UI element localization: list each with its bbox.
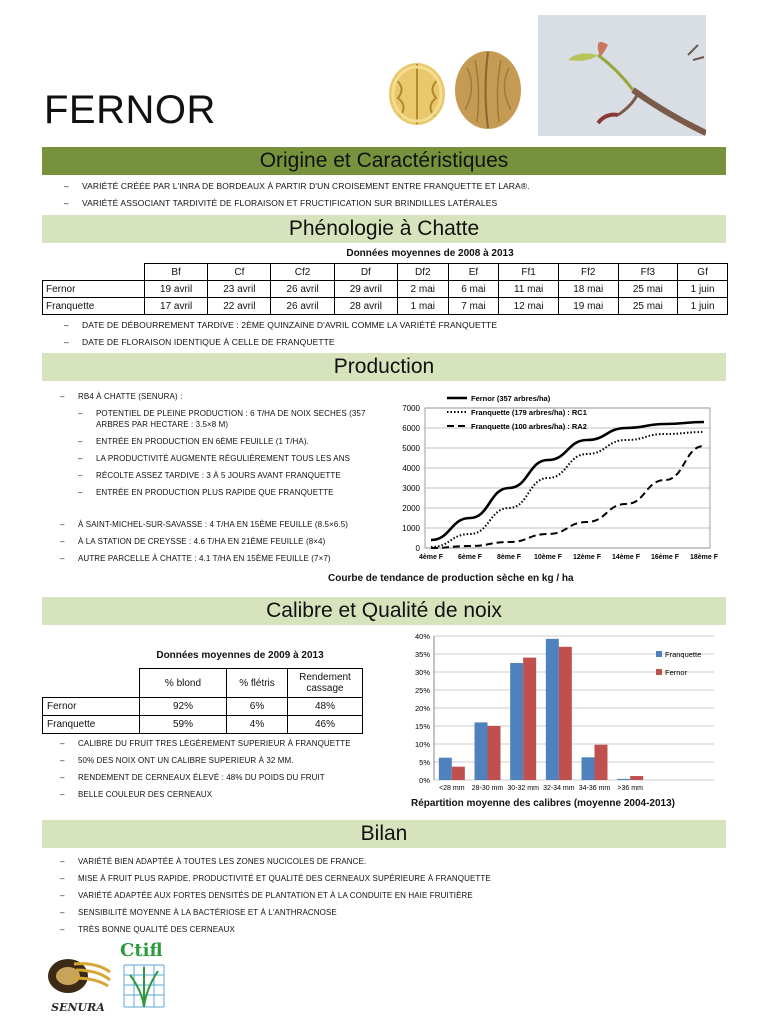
- legend-label: Fernor (357 arbres/ha): [471, 394, 551, 403]
- y-tick-label: 6000: [402, 424, 420, 433]
- bilan-bullet: – MISE À FRUIT PLUS RAPIDE. PRODUCTIVITÉ ET QUALITÉ DES CERNEAUX SUPÉRIEURE À FRANQUETTE: [60, 873, 720, 884]
- table-cell: 17 avril: [145, 298, 208, 315]
- table-cell: 48%: [288, 698, 363, 716]
- senura-logo: [44, 952, 112, 1012]
- row-label: Franquette: [43, 298, 145, 315]
- y-tick-label: 35%: [414, 650, 430, 659]
- bar: [546, 639, 559, 780]
- calibre-bar-chart: [396, 628, 726, 798]
- table-cell: 1 mai: [397, 298, 448, 315]
- table-cell: 11 mai: [499, 281, 559, 298]
- table-header-cell: Ff2: [558, 264, 618, 281]
- senura-logo-text: SENURA: [51, 1001, 105, 1014]
- table-row: [43, 716, 363, 734]
- x-tick-label: 30-32 mm: [507, 785, 539, 792]
- calibre-subtitle: Données moyennes de 2009 à 2013: [156, 650, 324, 661]
- ctifl-grid-icon: [120, 961, 168, 1009]
- origine-bullet: – VARIÉTÉ CRÉÉE PAR L'INRA DE BORDEAUX À PARTIR D'UN CROISEMENT ENTRE FRANQUETTE ET LARA®.: [64, 181, 724, 192]
- budbreak-branch-image: [538, 15, 706, 136]
- y-tick-label: 15%: [414, 722, 430, 731]
- bar: [559, 647, 572, 780]
- page-title: FERNOR: [44, 88, 216, 132]
- x-tick-label: 12ème F: [572, 554, 602, 561]
- production-other-list: [60, 519, 390, 570]
- table-header-cell: Ff1: [499, 264, 559, 281]
- table-header-cell: Cf: [208, 264, 271, 281]
- production-sub-bullet: – ENTRÉE EN PRODUCTION EN 6ÈME FEUILLE (1 T/HA).: [60, 436, 390, 447]
- production-sub-bullet: – POTENTIEL DE PLEINE PRODUCTION : 6 T/HA DE NOIX SECHES (357 ARBRES PAR HECTARE : 3.5×8 M): [60, 408, 390, 430]
- legend-swatch: [656, 651, 662, 657]
- bilan-bullet: – SENSIBILITÉ MOYENNE À LA BACTÉRIOSE ET À L'ANTHRACNOSE: [60, 907, 720, 918]
- table-cell: 1 juin: [678, 298, 728, 315]
- y-tick-label: 5%: [419, 758, 430, 767]
- table-cell: 12 mai: [499, 298, 559, 315]
- table-row: [43, 698, 363, 716]
- ctifl-logo-text: Ctifl: [120, 940, 163, 961]
- table-header-cell: Df: [334, 264, 397, 281]
- table-cell: 92%: [140, 698, 227, 716]
- walnut-shell-image: [453, 48, 523, 132]
- row-label: Fernor: [43, 698, 140, 716]
- production-bullet: – À SAINT-MICHEL-SUR-SAVASSE : 4 T/HA EN 15ÈME FEUILLE (8.5×6.5): [60, 519, 390, 530]
- senura-walnut-icon: [44, 952, 112, 996]
- bilan-bullet: – VARIÉTÉ ADAPTÉE AUX FORTES DENSITÉS DE PLANTATION ET À LA CONDUITE EN HAIE FRUITIÈRE: [60, 890, 720, 901]
- legend-label: Franquette (179 arbres/ha) : RC1: [471, 408, 587, 417]
- origine-list: [64, 181, 724, 215]
- table-header-cell: % blond: [140, 669, 227, 698]
- table-cell: 2 mai: [397, 281, 448, 298]
- bilan-bullet: – VARIÉTÉ BIEN ADAPTÉE À TOUTES LES ZONES NUCICOLES DE FRANCE.: [60, 856, 720, 867]
- bar: [510, 663, 523, 780]
- legend-swatch: [656, 669, 662, 675]
- x-tick-label: 32-34 mm: [543, 785, 575, 792]
- pheno-bullet: – DATE DE DÉBOURREMENT TARDIVE : 2ÈME QUINZAINE D'AVRIL COMME LA VARIÉTÉ FRANQUETTE: [64, 320, 724, 331]
- legend-label: Franquette (100 arbres/ha) : RA2: [471, 422, 587, 431]
- pheno-subtitle: Données moyennes de 2008 à 2013: [346, 248, 514, 259]
- production-bullet: – AUTRE PARCELLE À CHATTE : 4.1 T/HA EN 15ÈME FEUILLE (7×7): [60, 553, 390, 564]
- table-cell: 1 juin: [678, 281, 728, 298]
- x-tick-label: 4ème F: [418, 554, 444, 561]
- y-tick-label: 4000: [402, 464, 420, 473]
- table-cell: 6 mai: [448, 281, 499, 298]
- x-tick-label: 16ème F: [650, 554, 680, 561]
- table-header-cell: Ff3: [618, 264, 678, 281]
- y-tick-label: 7000: [402, 404, 420, 413]
- y-tick-label: 0: [415, 544, 420, 553]
- table-header-cell: Ef: [448, 264, 499, 281]
- line-chart-title: Courbe de tendance de production sèche en kg / ha: [328, 573, 574, 584]
- calibre-bullet: – 50% DES NOIX ONT UN CALIBRE SUPERIEUR À 32 MM.: [60, 755, 400, 766]
- table-cell: 18 mai: [558, 281, 618, 298]
- table-header-cell: Gf: [678, 264, 728, 281]
- section-origine-header: Origine et Caractéristiques: [42, 147, 726, 175]
- x-tick-label: 34-36 mm: [578, 785, 611, 792]
- section-bilan-header: Bilan: [42, 820, 726, 848]
- ctifl-logo: [120, 940, 172, 1012]
- table-row: [43, 298, 728, 315]
- bar: [439, 758, 452, 780]
- bar: [452, 767, 465, 780]
- y-tick-label: 0%: [419, 776, 430, 785]
- x-tick-label: 10ème F: [533, 554, 563, 561]
- calibre-bullet: – RENDEMENT DE CERNEAUX ÉLEVÉ : 48% DU POIDS DU FRUIT: [60, 772, 400, 783]
- bilan-list: [60, 856, 720, 941]
- table-cell: 19 mai: [558, 298, 618, 315]
- table-header-cell: Cf2: [271, 264, 334, 281]
- y-tick-label: 25%: [414, 686, 430, 695]
- y-tick-label: 5000: [402, 444, 420, 453]
- x-tick-label: 8ème F: [496, 554, 522, 561]
- x-tick-label: <28 mm: [439, 785, 465, 792]
- table-header-row: [43, 264, 728, 281]
- y-tick-label: 30%: [414, 668, 430, 677]
- section-production-header: Production: [42, 353, 726, 381]
- table-cell: 19 avril: [145, 281, 208, 298]
- calibre-table: [42, 668, 363, 734]
- table-row: [43, 281, 728, 298]
- production-list: [60, 391, 390, 504]
- production-sub-bullet: – ENTRÉE EN PRODUCTION PLUS RAPIDE QUE FRANQUETTE: [60, 487, 390, 498]
- bar: [475, 722, 488, 780]
- calibre-bullet: – CALIBRE DU FRUIT TRES LÉGÈREMENT SUPERIEUR À FRANQUETTE: [60, 738, 400, 749]
- table-cell: 28 avril: [334, 298, 397, 315]
- table-cell: 7 mai: [448, 298, 499, 315]
- production-line-chart: [385, 388, 725, 568]
- table-cell: 46%: [288, 716, 363, 734]
- y-tick-label: 40%: [414, 632, 430, 641]
- calibre-list: [60, 738, 400, 806]
- table-header-cell: Bf: [145, 264, 208, 281]
- x-tick-label: 28-30 mm: [471, 785, 504, 792]
- table-cell: 22 avril: [208, 298, 271, 315]
- bar-chart-title: Répartition moyenne des calibres (moyenne 2004-2013): [411, 798, 675, 809]
- table-header-cell: % flétris: [227, 669, 288, 698]
- bar: [488, 726, 501, 780]
- table-cell: 25 mai: [618, 281, 678, 298]
- legend-label: Fernor: [665, 668, 688, 677]
- table-cell: 26 avril: [271, 298, 334, 315]
- phenology-table: [42, 263, 728, 315]
- pheno-list: [64, 320, 724, 354]
- row-label: Fernor: [43, 281, 145, 298]
- bar: [523, 658, 536, 780]
- bar: [582, 757, 595, 780]
- table-cell: 6%: [227, 698, 288, 716]
- table-header-cell: Rendement cassage: [288, 669, 363, 698]
- table-header-cell: Df2: [397, 264, 448, 281]
- x-tick-label: 18ème F: [689, 554, 719, 561]
- table-cell: 23 avril: [208, 281, 271, 298]
- bilan-bullet: – TRÈS BONNE QUALITÉ DES CERNEAUX: [60, 924, 720, 935]
- origine-bullet: – VARIÉTÉ ASSOCIANT TARDIVITÉ DE FLORAISON ET FRUCTIFICATION SUR BRINDILLES LATÉRALES: [64, 198, 724, 209]
- y-tick-label: 10%: [414, 740, 430, 749]
- y-tick-label: 1000: [402, 524, 420, 533]
- pheno-bullet: – DATE DE FLORAISON IDENTIQUE À CELLE DE FRANQUETTE: [64, 337, 724, 348]
- production-bullet: – RB4 À CHATTE (SENURA) :: [60, 391, 390, 402]
- row-label: Franquette: [43, 716, 140, 734]
- bar: [595, 745, 608, 780]
- x-tick-label: >36 mm: [617, 785, 643, 792]
- table-cell: 26 avril: [271, 281, 334, 298]
- y-tick-label: 20%: [414, 704, 430, 713]
- table-header-row: [43, 669, 363, 698]
- table-cell: 25 mai: [618, 298, 678, 315]
- x-tick-label: 14ème F: [611, 554, 641, 561]
- legend-label: Franquette: [665, 650, 702, 659]
- y-tick-label: 3000: [402, 484, 420, 493]
- table-cell: 4%: [227, 716, 288, 734]
- production-bullet: – À LA STATION DE CREYSSE : 4.6 T/HA EN 21ÈME FEUILLE (8×4): [60, 536, 390, 547]
- x-tick-label: 6ème F: [457, 554, 483, 561]
- bar: [630, 776, 643, 780]
- section-phenologie-header: Phénologie à Chatte: [42, 215, 726, 243]
- table-cell: 59%: [140, 716, 227, 734]
- table-cell: 29 avril: [334, 281, 397, 298]
- production-sub-bullet: – RÉCOLTE ASSEZ TARDIVE : 3 À 5 JOURS AVANT FRANQUETTE: [60, 470, 390, 481]
- bar: [617, 779, 630, 780]
- walnut-kernel-image: [386, 58, 448, 130]
- production-sub-bullet: – LA PRODUCTIVITÉ AUGMENTE RÉGULIÈREMENT TOUS LES ANS: [60, 453, 390, 464]
- section-calibre-header: Calibre et Qualité de noix: [42, 597, 726, 625]
- y-tick-label: 2000: [402, 504, 420, 513]
- calibre-bullet: – BELLE COULEUR DES CERNEAUX: [60, 789, 400, 800]
